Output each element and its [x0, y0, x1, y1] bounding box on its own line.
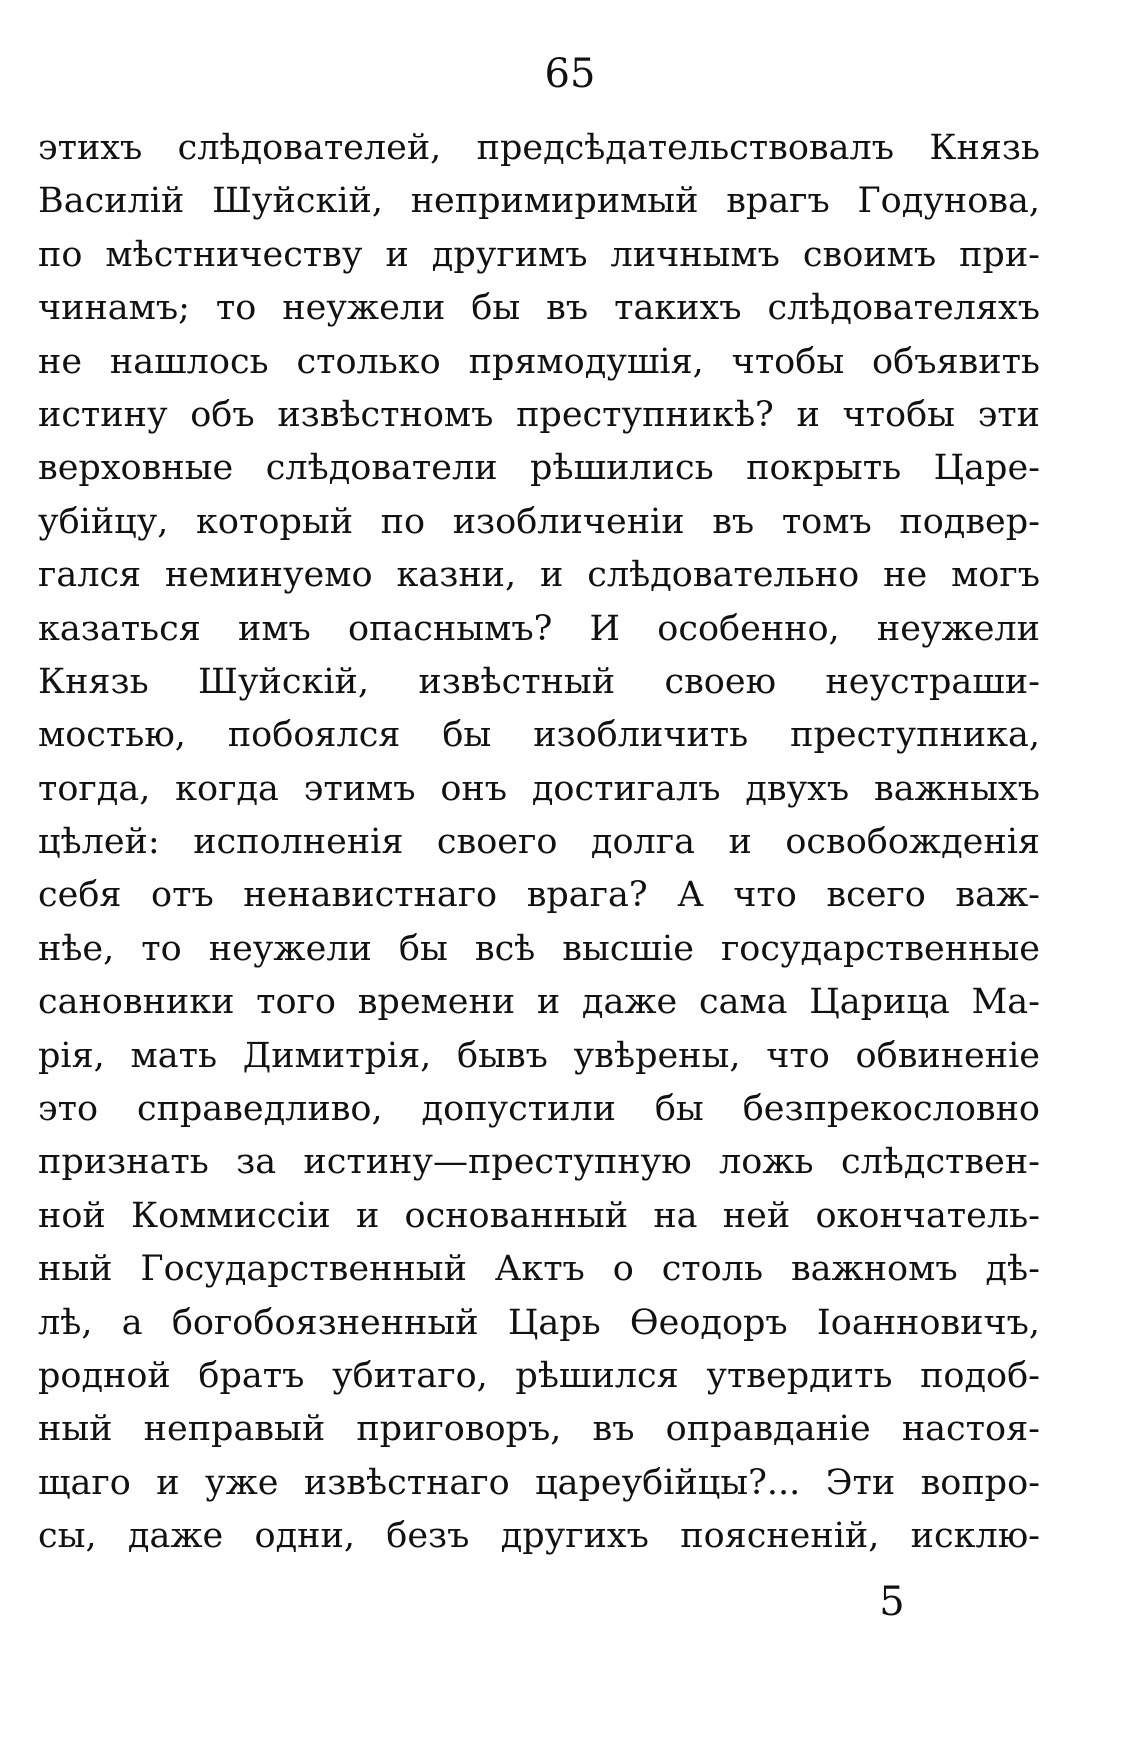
text-line: не нашлось столько прямодушія, чтобы объявить	[38, 341, 1040, 382]
text-line: верховные слѣдователи рѣшились покрыть Царе-	[38, 448, 1040, 489]
text-line: чинамъ; то неужели бы въ такихъ слѣдователяхъ	[38, 288, 1040, 329]
page-number: 65	[544, 51, 596, 97]
text-line: это справедливо, допустили бы безпрекословно	[38, 1089, 1040, 1130]
text-line: цѣлей: исполненія своего долга и освобожденія	[38, 822, 1040, 863]
text-line: Князь Шуйскій, извѣстный своею неустраши-	[38, 661, 1040, 702]
text-line: сы, даже одни, безъ другихъ поясненій, исклю-	[38, 1516, 1040, 1557]
text-line: себя отъ ненавистнаго врага? А что всего важ-	[38, 875, 1040, 916]
text-line: ной Коммиссіи и основанный на ней окончатель-	[38, 1195, 1040, 1236]
text-line: ный неправый приговоръ, въ оправданіе настоя-	[38, 1409, 1040, 1450]
text-line: убійцу, который по изобличеніи въ томъ подвер-	[38, 501, 1040, 542]
text-line: ный Государственный Актъ о столь важномъ дѣ-	[38, 1249, 1040, 1290]
text-line: признать за истину—преступную ложь слѣдствен-	[38, 1142, 1040, 1183]
text-line: по мѣстничеству и другимъ личнымъ своимъ при-	[38, 234, 1040, 275]
text-line: Василій Шуйскій, непримиримый врагъ Годунова,	[38, 181, 1040, 222]
text-line: мостью, побоялся бы изобличить преступника,	[38, 715, 1040, 756]
text-line: истину объ извѣстномъ преступникѣ? и чтобы эти	[38, 394, 1040, 435]
text-line: сановники того времени и даже сама Царица Ма-	[38, 982, 1040, 1023]
text-line: гался неминуемо казни, и слѣдовательно не могъ	[38, 555, 1040, 596]
body-text	[38, 122, 1040, 1564]
text-line: рія, мать Димитрія, бывъ увѣрены, что обвиненіе	[38, 1035, 1040, 1076]
text-line: тогда, когда этимъ онъ достигалъ двухъ важныхъ	[38, 768, 1040, 809]
text-line: нѣе, то неужели бы всѣ высшіе государственные	[38, 928, 1040, 969]
text-line: лѣ, а богобоязненный Царь Ѳеодоръ Іоанновичъ,	[38, 1302, 1040, 1343]
text-line: щаго и уже извѣстнаго цареубійцы?... Эти вопро-	[38, 1462, 1040, 1503]
text-line: казаться имъ опаснымъ? И особенно, неужели	[38, 608, 1040, 649]
text-line: этихъ слѣдователей, предсѣдательствовалъ Князь	[38, 128, 1040, 168]
text-line: родной братъ убитаго, рѣшился утвердить подоб-	[38, 1355, 1040, 1396]
signature-mark: 5	[879, 1579, 905, 1625]
